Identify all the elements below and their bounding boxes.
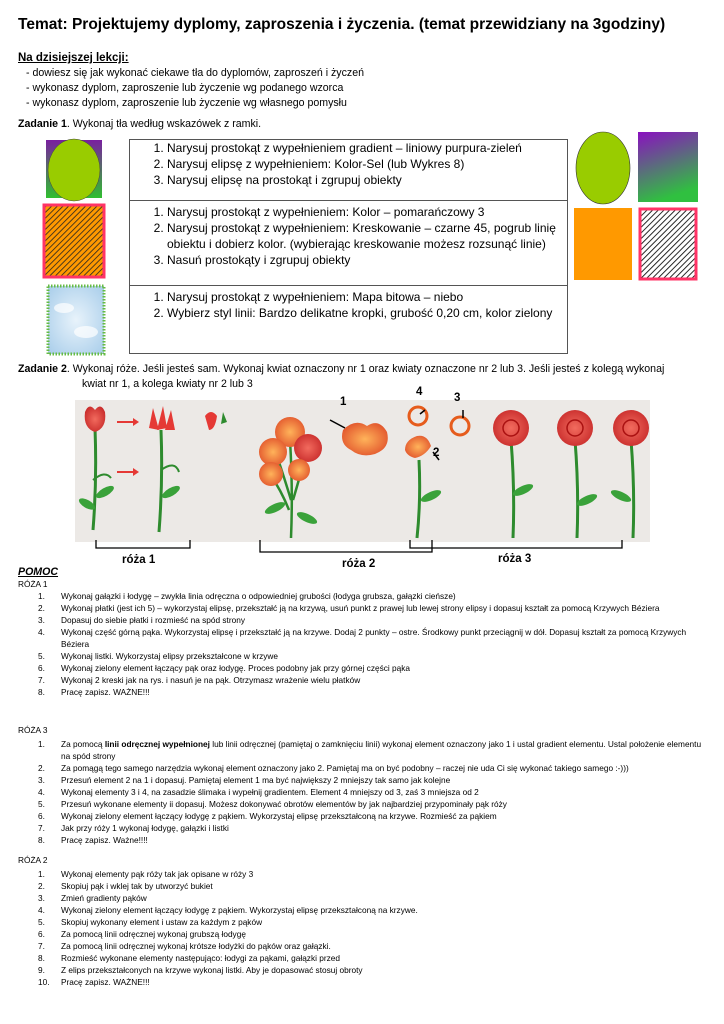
task1-heading [18,118,261,130]
instructions-section-1 [130,140,567,200]
roza3-heading: RÓŻA 3 [18,725,48,735]
rose1-steps [77,406,227,532]
lime-ellipse [576,132,630,204]
lesson-goal: - wykonasz dyplom, zaproszenie lub życzenie wg podanego wzorca [26,82,344,94]
step-item: 1. Za pomocą linii odręcznej wypełnionej lub linii odręcznej (pamiętaj o zamknięciu linii) wykonaj element oznaczony jako 1 i ustal gradient elementu. Ustal położenie elementu na spód strony [38,739,702,761]
instruction-item: 3. Nasuń prostokąty i zgrupuj obiekty [167,252,559,268]
task2-text-2: kwiat nr 1, a kolega kwiaty nr 2 lub 3 [82,378,253,390]
step-item: 8. Pracę zapisz. Ważne!!!! [38,835,148,845]
step-item: 4. Wykonaj zielony element łączący łodygę z pąkiem. Wykorzystaj elipsę przekształconą na krzywe. [38,905,418,915]
rose3-finished [493,410,649,538]
instruction-item: 2. Narysuj prostokąt z wypełnieniem: Kreskowanie – czarne 45, pogrub linię obiektu i dobierz kolor. (wybierając kreskowanie możesz rozsunąć linie) [167,220,559,252]
step-item: 6. Za pomocą linii odręcznej wykonaj grubszą łodygę [38,929,246,939]
orange-rect [574,208,632,280]
step-item: 1. Wykonaj gałązki i łodygę – zwykła linia odręczna o odpowiedniej grubości (łodyga grubsza, gałązki cieńsze) [38,591,456,601]
task1-examples-left [40,138,115,358]
roza3-section [18,724,708,846]
instruction-item: 1. Narysuj prostokąt z wypełnieniem gradient – liniowy purpura-zieleń [167,140,559,156]
instruction-item: 1. Narysuj prostokąt z wypełnieniem: Kolor – pomarańczowy 3 [167,204,559,220]
step-item: 4. Wykonaj elementy 3 i 4, na zasadzie ślimaka i wypełnij gradientem. Element 4 mniejszy od 3, zaś 3 mniejsza od 2 [38,787,479,797]
lesson-goal: - dowiesz się jak wykonać ciekawe tła do dyplomów, zaproszeń i życzeń [26,67,364,79]
roza1-section [18,578,708,698]
task1-label: Zadanie 1 [18,118,67,130]
lesson-goal: - wykonasz dyplom, zaproszenie lub życzenie wg własnego pomysłu [26,97,347,109]
step-item: 5. Skopiuj wykonany element i ustaw za każdym z pąków [38,917,263,927]
roza1-steps [18,590,708,698]
roza2-heading: RÓŻA 2 [18,855,48,865]
sky-bitmap-rect [48,286,104,354]
roza2-steps [18,868,708,988]
rose3-parts [330,407,469,538]
instruction-item: 1. Narysuj prostokąt z wypełnieniem: Mapa bitowa – niebo [167,289,559,305]
label-roza-2: róża 2 [342,558,376,570]
orange-hatched-rect [44,205,104,277]
roza3-steps [18,738,708,846]
step-item: 3. Zmień gradienty pąków [38,893,147,903]
step-item: 6. Wykonaj zielony element łączący łodygę z pąkiem. Wykorzystaj elipsę przekształconą na krzywe. Rozmieść za pąkiem [38,811,497,821]
label-roza-3: róża 3 [498,553,532,565]
step-item: 8. Pracę zapisz. WAŻNE!!! [38,687,150,697]
step-item: 2. Wykonaj płatki (jest ich 5) – wykorzystaj elipsę, przekształć ją na krzywą, usuń punkt z prawej lub lewej strony elipsy i dopasuj kształt za pomocą Krzywych Béziera [38,603,660,613]
step-item: 5. Wykonaj listki. Wykorzystaj elipsy przekształcone w krzywe [38,651,279,661]
page-title: Temat: Projektujemy dyplomy, zaproszenia i życzenia. (temat przewidziany na 3godziny) [18,16,666,33]
step-item: 7. Za pomocą linii odręcznej wykonaj krótsze łodyżki do pąków oraz gałązki. [38,941,331,951]
instruction-item: 3. Narysuj elipsę na prostokąt i zgrupuj obiekty [167,172,559,188]
step-item: 7. Wykonaj 2 kreski jak na rys. i nasuń je na pąk. Otrzymasz wrażenie wielu płatków [38,675,361,685]
roza1-heading: RÓŻA 1 [18,579,48,589]
figure-number-4: 4 [416,386,423,398]
figure-number-2: 2 [433,447,440,459]
task2-label: Zadanie 2 [18,363,67,375]
instruction-item: 2. Narysuj elipsę z wypełnieniem: Kolor-Sel (lub Wykres 8) [167,156,559,172]
step-item: 9. Z elips przekształconych na krzywe wykonaj listki. Aby je dopasować stosuj obroty [38,965,363,975]
task2-paragraph [18,362,708,392]
purple-green-rect-with-ellipse [46,139,102,201]
instructions-box [129,139,568,354]
roza2-section [18,854,708,988]
step-item: 2. Skopiuj pąk i wklej tak by utworzyć bukiet [38,881,213,891]
help-heading: POMOC [18,566,59,578]
lesson-heading: Na dzisiejszej lekcji: [18,52,129,64]
task1-examples-right [570,128,710,293]
step-item: 8. Rozmieść wykonane elementy następująco: łodygi za pąkami, gałązki przed [38,953,341,963]
black-hatched-rect [640,209,696,279]
roses-illustration [75,400,650,542]
task2-text: . Wykonaj róże. Jeśli jesteś sam. Wykonaj kwiat oznaczony nr 1 oraz kwiaty oznaczone nr 2 lub 3. Jeśli jesteś z kolegą wykonaj [66,363,665,375]
task1-text: . Wykonaj tła według wskazówek z ramki. [66,118,262,130]
step-item: 6. Wykonaj zielony element łączący pąk oraz łodygę. Proces podobny jak przy górnej części pąka [38,663,411,673]
instruction-item: 2. Wybierz styl linii: Bardzo delikatne kropki, grubość 0,20 cm, kolor zielony [167,305,559,321]
step-item: 7. Jak przy róży 1 wykonaj łodygę, gałązki i listki [38,823,229,833]
instructions-section-2 [130,200,567,286]
roses-drawing [75,400,650,542]
lesson-goals-list [26,66,364,111]
purple-green-gradient-rect [638,132,698,202]
step-item: 5. Przesuń wykonane elementy ii dopasuj. Możesz dokonywać obrotów elementów by jak najbardziej przypominały pąk róży [38,799,507,809]
figure-number-3: 3 [454,392,461,404]
step-item: 1. Wykonaj elementy pąk róży tak jak opisane w róży 3 [38,869,254,879]
rose2-bouquet [259,417,322,538]
figure-brackets [90,540,690,566]
label-roza-1: róża 1 [122,554,156,566]
figure-number-1: 1 [340,396,347,408]
instructions-section-3 [130,285,567,357]
step-item: 4. Wykonaj część górną pąka. Wykorzystaj elipsę i przekształć ją na krzywe. Dodaj 2 punkty – ostre. Środkowy punkt przeciągnij w dół. Dopasuj kształt za pomocą Krzywych Béziera [38,627,687,649]
step-item: 2. Za pomągą tego samego narzędzia wykonaj element oznaczony jako 2. Pamiętaj ma on być podobny – raczej nie uda Ci się wykonać takiego samego :-))) [38,763,629,773]
step-item: 3. Dopasuj do siebie płatki i rozmieść na spód strony [38,615,246,625]
step-item: 3. Przesuń element 2 na 1 i dopasuj. Pamiętaj element 1 ma być największy 2 mniejszy tak samo jak kolejne [38,775,451,785]
step-item: 10. Pracę zapisz. WAŻNE!!! [38,977,150,987]
